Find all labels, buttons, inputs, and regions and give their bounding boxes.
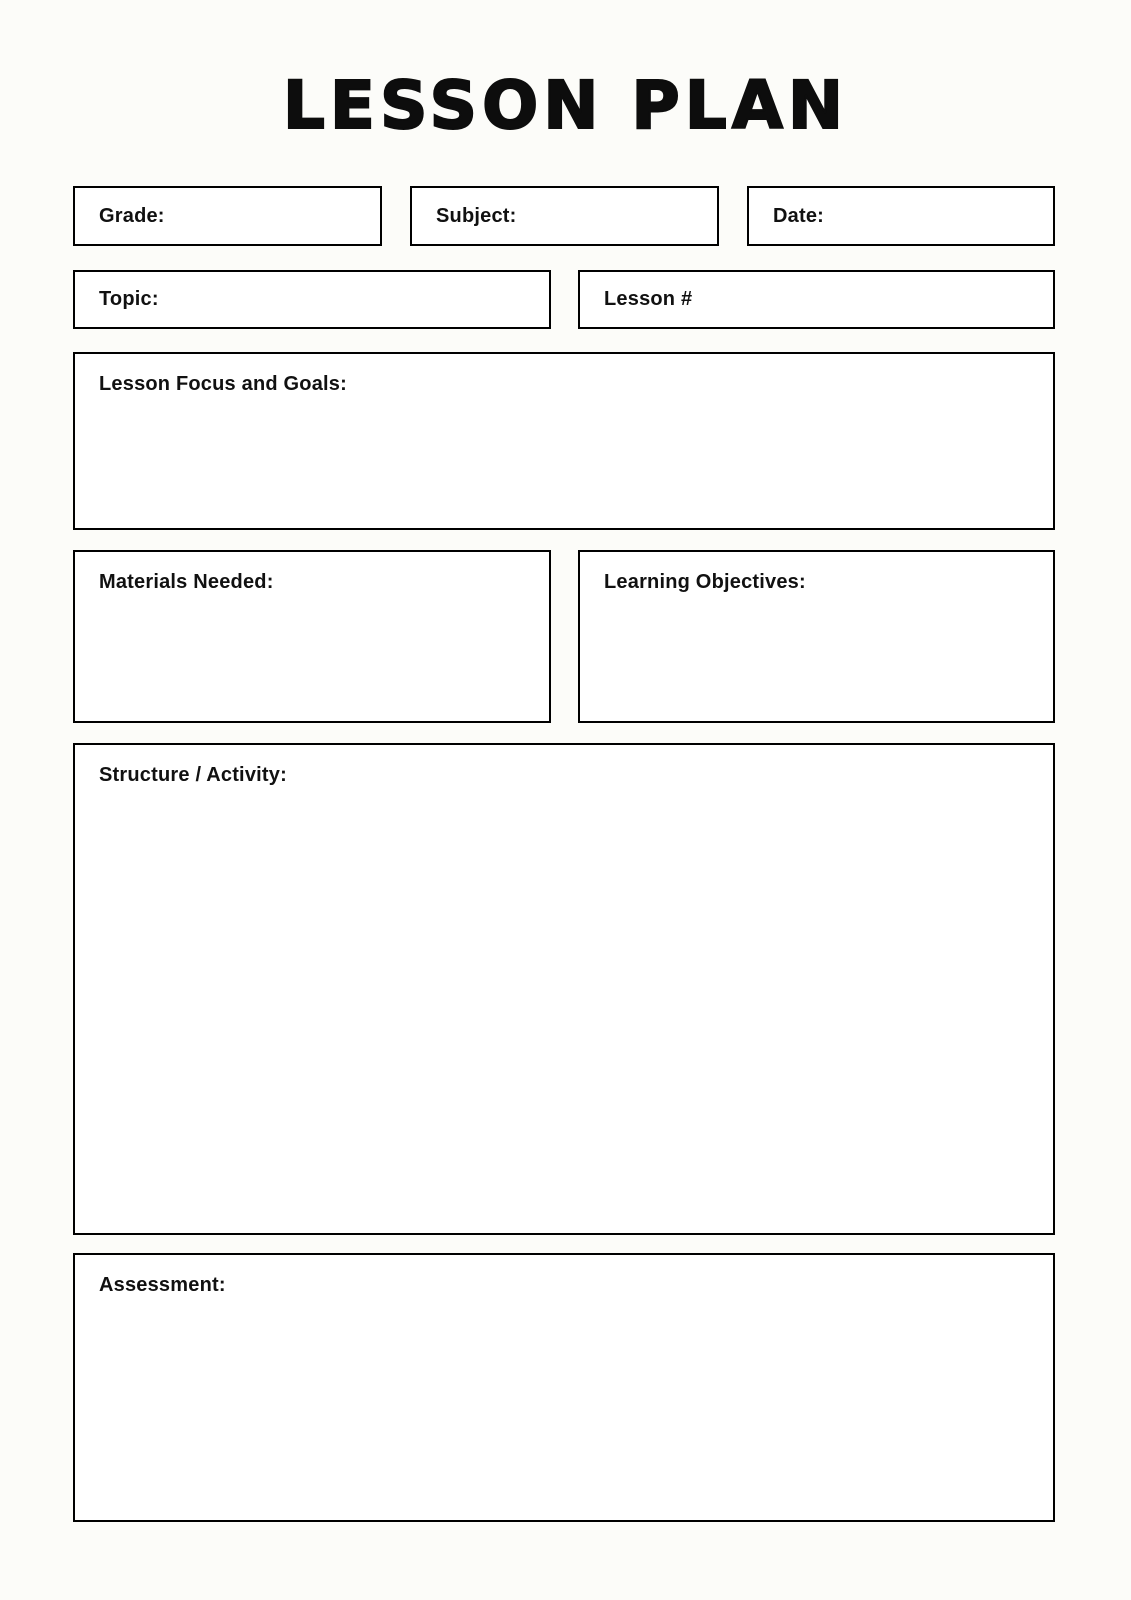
subject-label: Subject: [436,204,517,227]
learning-objectives-label: Learning Objectives: [604,571,806,593]
page-title: LESSON PLAN [282,67,849,144]
lesson-number-label: Lesson # [604,288,693,310]
topic-field[interactable] [73,270,551,329]
lesson-focus-goals-label: Lesson Focus and Goals: [99,373,347,395]
materials-needed-label: Materials Needed: [99,571,274,593]
subject-field[interactable] [410,186,719,246]
lesson-number-field[interactable] [578,270,1055,329]
lesson-focus-goals-field[interactable] [73,352,1055,530]
topic-label: Topic: [99,288,159,310]
learning-objectives-field[interactable] [578,550,1055,723]
materials-needed-field[interactable] [73,550,551,723]
assessment-label: Assessment: [99,1274,226,1296]
structure-activity-field[interactable] [73,743,1055,1235]
date-field[interactable] [747,186,1055,246]
date-label: Date: [773,204,825,227]
structure-activity-label: Structure / Activity: [99,764,287,786]
assessment-field[interactable] [73,1253,1055,1522]
grade-field[interactable] [73,186,382,246]
grade-label: Grade: [99,204,165,227]
